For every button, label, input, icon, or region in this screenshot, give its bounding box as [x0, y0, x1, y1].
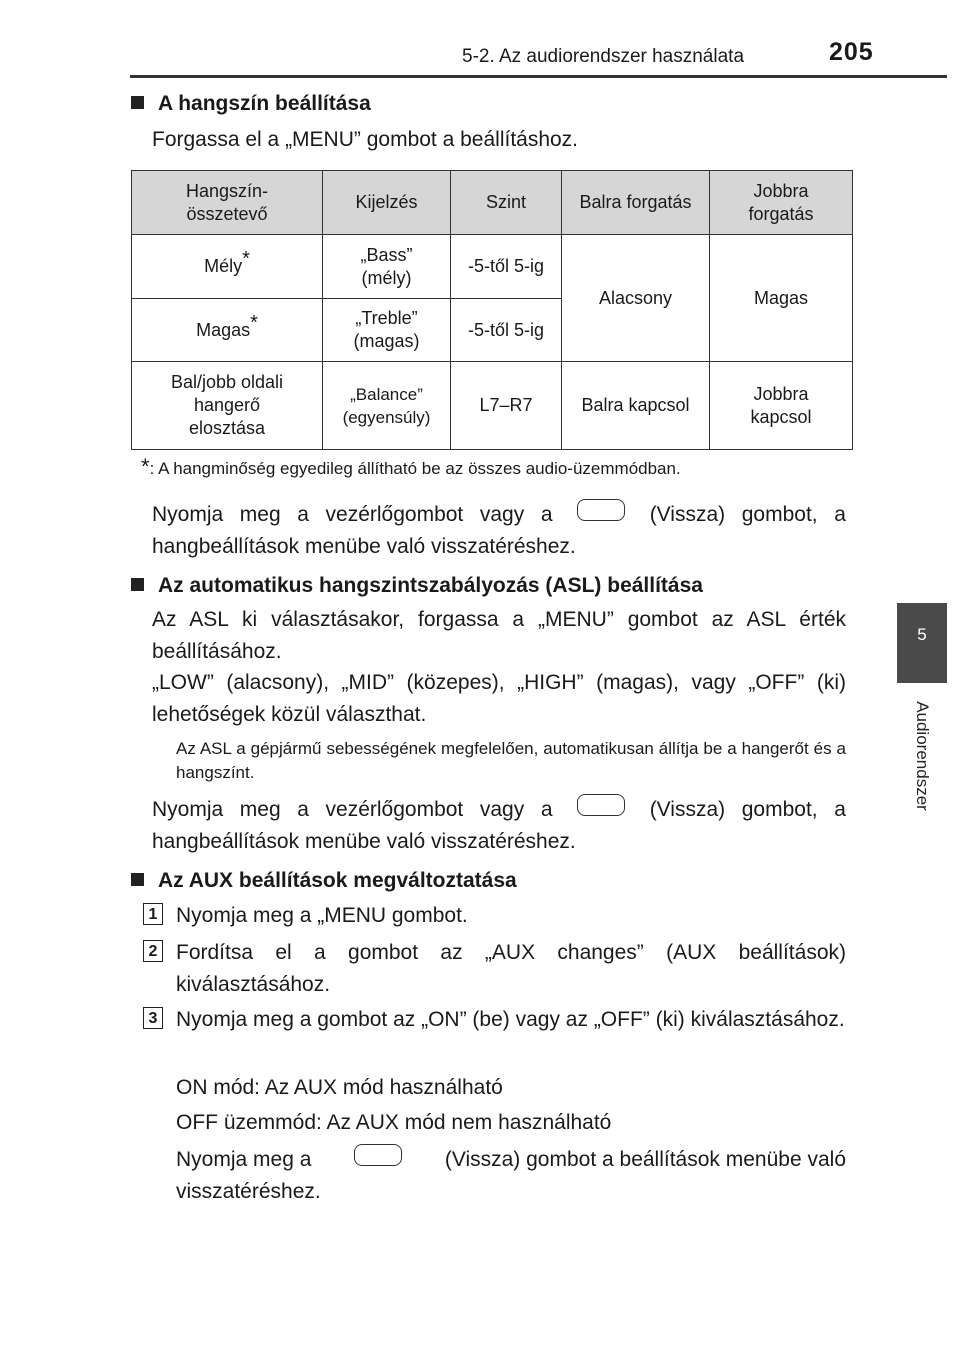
step-text: Nyomja meg a „MENU gombot. — [176, 904, 468, 927]
return-instruction: Nyomja meg a vezérlőgombot vagy a (Vissza) gombot, a hangbeállítások menübe való visszatéréshez. — [152, 499, 846, 563]
asl-options: „LOW” (alacsony), „MID” (közepes), „HIGH” (magas), vagy „OFF” (ki) lehetőségek közül választhat. — [152, 671, 846, 726]
table-header: Balra forgatás — [562, 171, 710, 235]
page-number: 205 — [829, 38, 874, 66]
table-header: Hangszín- összetevő — [132, 171, 323, 235]
square-bullet-icon — [131, 578, 144, 591]
back-button-icon — [577, 499, 625, 521]
on-mode-text: ON mód: Az AUX mód használható — [176, 1076, 503, 1099]
table-cell: -5-től 5-ig — [451, 235, 562, 299]
section-heading-aux: Az AUX beállítások megváltoztatása — [131, 869, 517, 893]
table-cell: Jobbra kapcsol — [710, 362, 853, 450]
table-cell: L7–R7 — [451, 362, 562, 450]
table-cell: „Balance” (egyensúly) — [323, 362, 451, 450]
tone-table — [131, 170, 853, 450]
table-cell: Magas* — [132, 299, 323, 362]
table-header: Jobbra forgatás — [710, 171, 853, 235]
table-header: Szint — [451, 171, 562, 235]
aux-return-instruction: Nyomja meg a (Vissza) gombot a beállítások menübe való visszatéréshez. — [176, 1144, 846, 1208]
table-cell: Balra kapcsol — [562, 362, 710, 450]
table-cell: -5-től 5-ig — [451, 299, 562, 362]
table-cell: Alacsony — [562, 235, 710, 362]
step-number: 3 — [143, 1007, 163, 1029]
table-header-row — [132, 171, 853, 235]
step-text: Fordítsa el a gombot az „AUX changes” (AUX beállítások) kiválasztásához. — [176, 941, 846, 996]
section-heading-asl: Az automatikus hangszintszabályozás (ASL) beállítása — [131, 574, 703, 598]
step-text: Nyomja meg a gombot az „ON” (be) vagy az „OFF” (ki) kiválasztásához. — [176, 1008, 845, 1031]
table-footnote: *: A hangminőség egyedileg állítható be az összes audio-üzemmódban. — [141, 454, 681, 479]
table-cell: Mély* — [132, 235, 323, 299]
header-divider — [130, 75, 947, 78]
chapter-tab — [897, 603, 947, 683]
asl-paragraph: Az ASL ki választásakor, forgassa a „MENU” gombot az ASL érték beállításához. — [152, 608, 846, 663]
chapter-number: 5 — [917, 625, 927, 644]
asl-note: Az ASL a gépjármű sebességének megfelelően, automatikusan állítja be a hangerőt és a hangszínt. — [176, 739, 846, 782]
back-button-icon — [354, 1144, 402, 1166]
table-cell: „Treble” (magas) — [323, 299, 451, 362]
table-cell: Bal/jobb oldali hangerő elosztása — [132, 362, 323, 450]
chapter-label: Audiorendszer — [913, 701, 932, 811]
step-number: 1 — [143, 903, 163, 925]
square-bullet-icon — [131, 96, 144, 109]
step-number: 2 — [143, 940, 163, 962]
table-row — [132, 362, 853, 450]
section-title: 5-2. Az audiorendszer használata — [462, 46, 745, 67]
table-row — [132, 235, 853, 299]
return-instruction: Nyomja meg a vezérlőgombot vagy a (Vissza) gombot, a hangbeállítások menübe való visszatéréshez. — [152, 794, 846, 858]
square-bullet-icon — [131, 873, 144, 886]
tone-intro: Forgassa el a „MENU” gombot a beállításhoz. — [152, 128, 579, 151]
table-header: Kijelzés — [323, 171, 451, 235]
off-mode-text: OFF üzemmód: Az AUX mód nem használható — [176, 1111, 612, 1134]
back-button-icon — [577, 794, 625, 816]
table-cell: Magas — [710, 235, 853, 362]
table-cell: „Bass” (mély) — [323, 235, 451, 299]
section-heading-tone: A hangszín beállítása — [131, 92, 371, 116]
